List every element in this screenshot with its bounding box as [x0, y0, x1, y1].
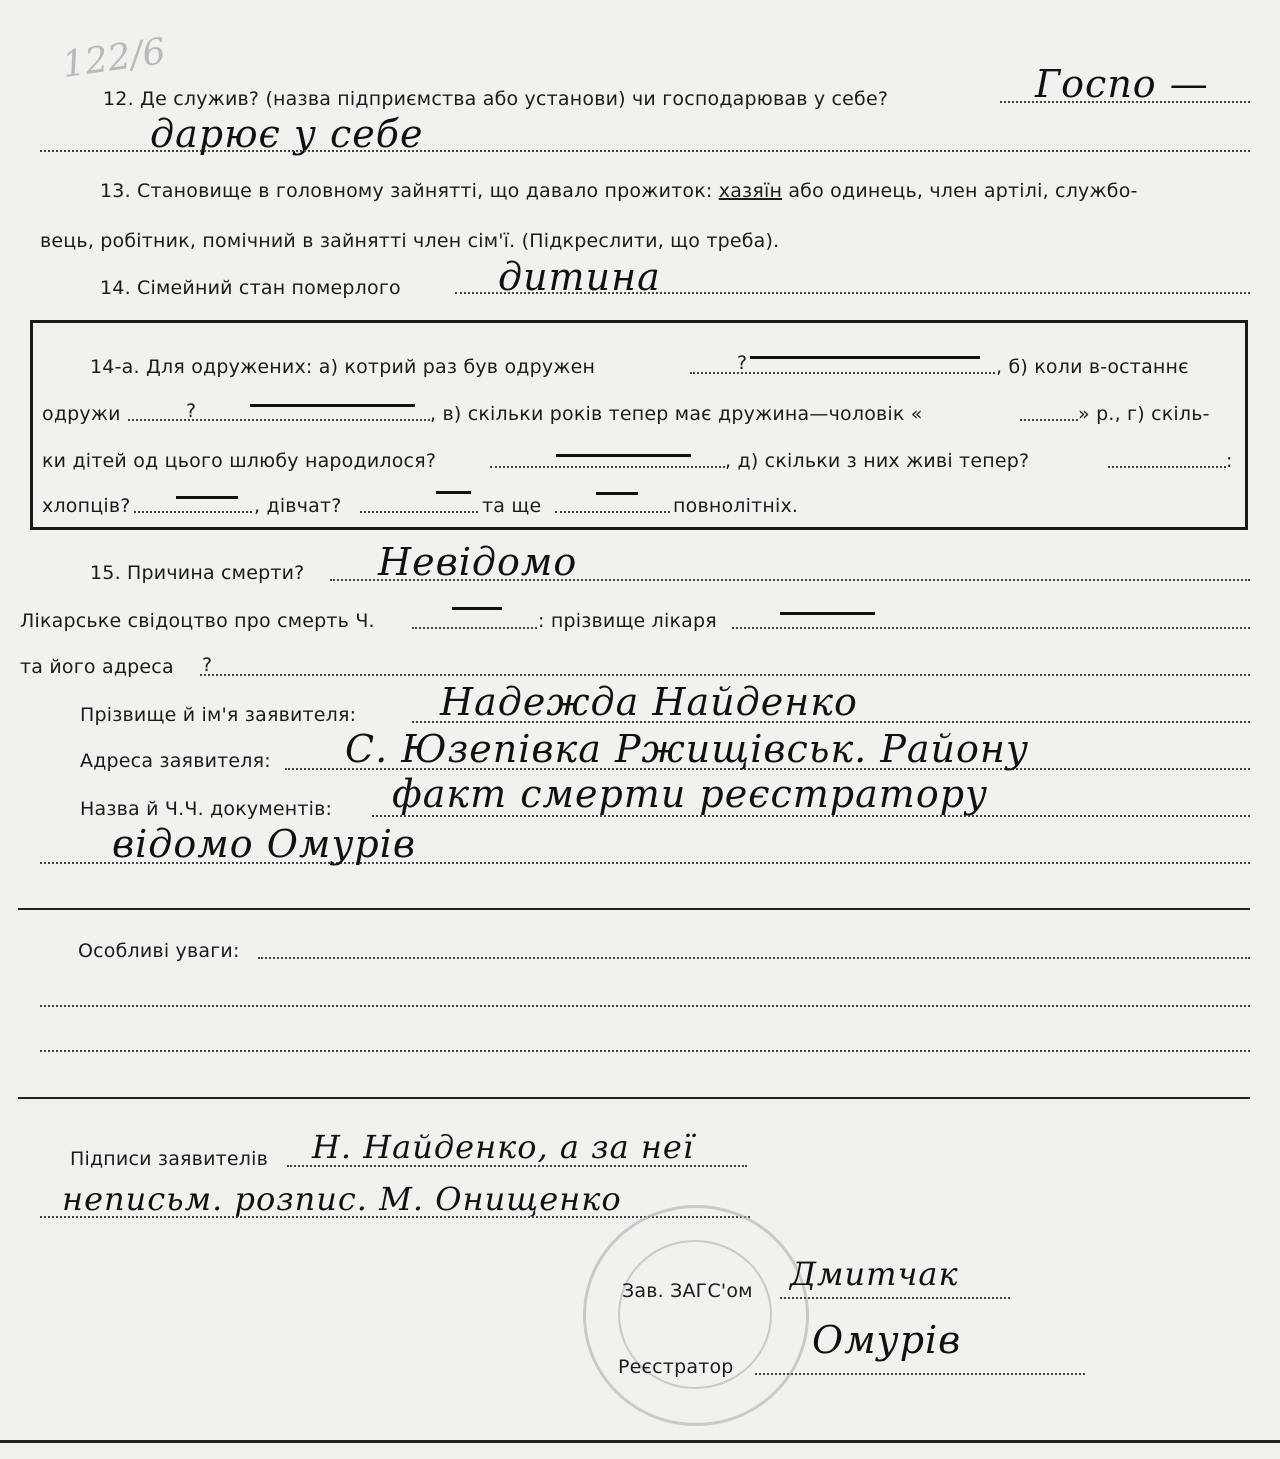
q15-answer: Невідомо	[378, 540, 578, 584]
q14a-dash-6	[596, 492, 638, 495]
q14a-line-3c: :	[1226, 450, 1233, 472]
applicant-address-label: Адреса заявителя:	[80, 750, 271, 772]
section-divider-2	[18, 1097, 1250, 1099]
q14a-q-1: ?	[737, 352, 748, 374]
q14a-line-2b: , в) скільки років тепер має дружина—чоловік «	[430, 403, 923, 425]
archive-number: 122/6	[59, 30, 169, 87]
q14a-line-3b: , д) скільки з них живі тепер?	[725, 450, 1030, 472]
q14a-line-3a: ки дітей од цього шлюбу народилося?	[42, 450, 437, 472]
q13-rest: або одинець, член артілі, службо-	[788, 180, 1138, 202]
q14a-fill-4	[490, 466, 725, 468]
documents-label: Назва й Ч.Ч. документів:	[80, 798, 333, 820]
signatures-value-2: неписьм. розпис. М. Онищенко	[62, 1180, 622, 1218]
applicant-address-value: С. Юзепівка Ржищівськ. Району	[345, 727, 1029, 771]
doctor-surname-label: : прізвище лікаря	[538, 610, 717, 632]
q12-answer-2: дарює у себе	[150, 112, 424, 156]
medical-certificate-dash	[452, 607, 502, 610]
q14a-fill-8	[555, 511, 670, 513]
section-divider-1	[18, 908, 1250, 910]
q14a-fill-2	[128, 419, 430, 421]
q14a-line-4c: та ще	[482, 495, 542, 517]
q13-line-2: вець, робітник, помічний в зайнятті член сім'ї. (Підкреслити, що треба).	[40, 230, 780, 252]
q14a-fill-7	[360, 511, 478, 513]
page-bottom-rule	[0, 1440, 1280, 1443]
q14a-line-4b: , дівчат?	[254, 495, 342, 517]
q14a-fill-3	[1020, 419, 1078, 421]
q14a-fill-1	[690, 372, 995, 374]
q12-fill-line-2	[40, 150, 1250, 152]
q14a-dash-1	[750, 356, 980, 359]
registrar-signature: Омурів	[812, 1318, 962, 1362]
q14a-line-2c: » р., г) скіль-	[1078, 403, 1210, 425]
zags-head-label: Зав. ЗАГС'ом	[622, 1280, 753, 1302]
applicant-name-label: Прізвище й ім'я заявителя:	[80, 704, 357, 726]
doctor-surname-fill	[732, 627, 1250, 629]
applicant-name-value: Надежда Найденко	[440, 680, 858, 724]
q12-answer-1: Госпо —	[1035, 62, 1209, 106]
doctor-surname-dash	[780, 612, 875, 615]
q12-label: 12. Де служив? (назва підприємства або установи) чи господарював у себе?	[103, 88, 889, 110]
remarks-fill-2	[40, 1005, 1250, 1007]
medical-certificate-fill	[412, 627, 537, 629]
q14a-dash-3	[556, 454, 691, 457]
q14a-dash-5	[436, 491, 471, 494]
q14a-line-4a: хлопців?	[42, 495, 131, 517]
q14a-fill-6	[134, 511, 252, 513]
doctor-address-label: та його адреса	[20, 656, 174, 678]
q13-prefix: 13. Становище в головному зайнятті, що давало прожиток:	[100, 180, 713, 202]
q14a-line-1a: 14-а. Для одружених: а) котрий раз був одружен	[90, 356, 596, 378]
doctor-address-fill	[200, 674, 1250, 676]
registrar-fill	[755, 1373, 1085, 1375]
q14-label: 14. Сімейний стан померлого	[100, 277, 401, 299]
q15-label: 15. Причина смерти?	[90, 562, 305, 584]
q14a-line-2a: одружи	[42, 403, 121, 425]
signatures-value-1: Н. Найденко, а за неї	[312, 1128, 695, 1166]
q14a-line-4d: повнолітніх.	[673, 495, 799, 517]
documents-value-1: факт смерти реєстратору	[392, 772, 989, 816]
q14a-fill-5	[1108, 466, 1226, 468]
q13-line-1	[100, 180, 1138, 202]
q14a-q-2: ?	[186, 400, 197, 422]
doctor-address-q: ?	[202, 654, 213, 676]
zags-head-signature: Дмитчак	[790, 1255, 959, 1293]
q14a-dash-4	[176, 496, 238, 499]
remarks-label: Особливі уваги:	[78, 940, 240, 962]
remarks-fill-3	[40, 1050, 1250, 1052]
q13-selected-option: хазяїн	[718, 180, 783, 202]
remarks-fill-1	[258, 957, 1250, 959]
seal-stamp	[583, 1205, 809, 1426]
documents-value-2: відомо Омурів	[112, 822, 416, 866]
zags-head-fill	[780, 1297, 1010, 1299]
medical-certificate-label: Лікарське свідоцтво про смерть Ч.	[20, 610, 375, 632]
q14a-line-1b: , б) коли в-останнє	[996, 356, 1189, 378]
registrar-label: Реєстратор	[618, 1356, 734, 1378]
q14a-dash-2	[250, 404, 415, 407]
signatures-label: Підписи заявителів	[70, 1148, 269, 1170]
q14-answer: дитина	[498, 255, 661, 299]
